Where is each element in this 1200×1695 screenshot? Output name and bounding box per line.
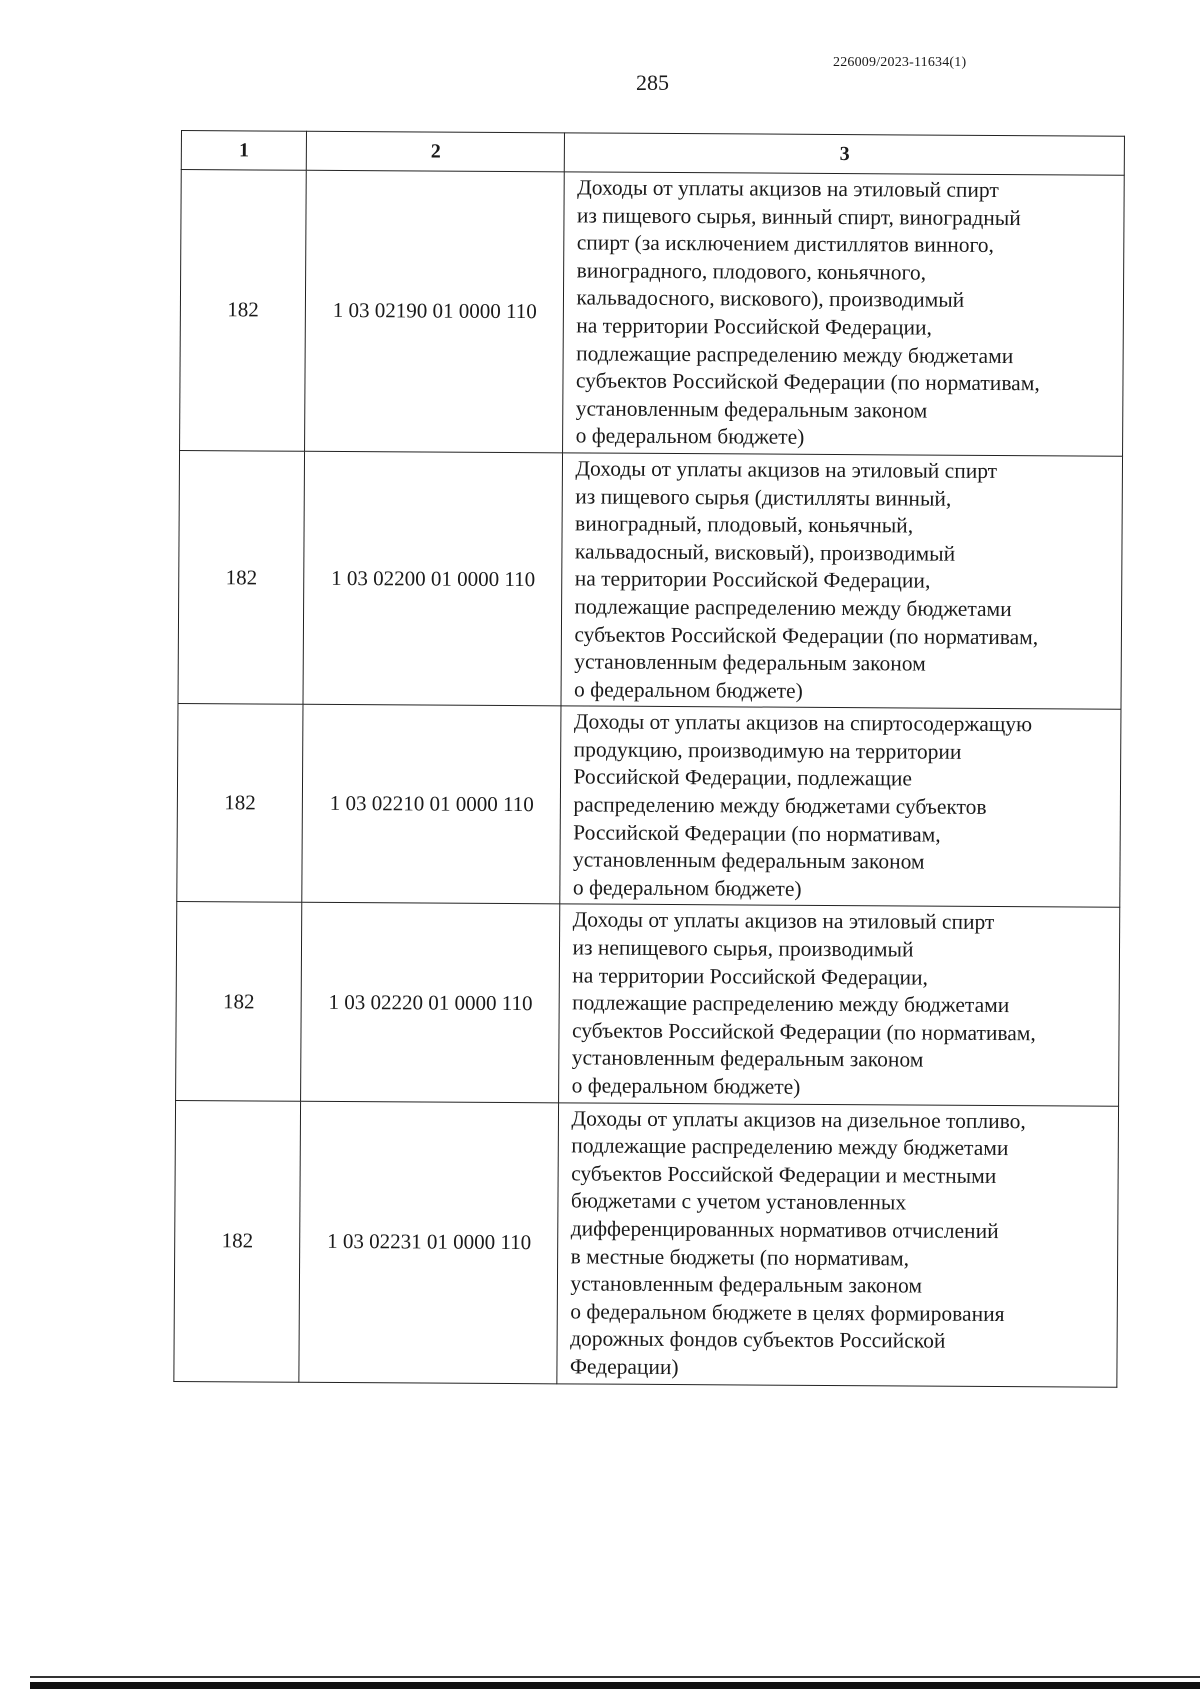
description-line: о федеральном бюджете) <box>571 1073 801 1099</box>
description-line: о федеральном бюджете) <box>572 875 802 901</box>
admin-code-cell: 182 <box>178 450 305 704</box>
description-cell <box>563 172 1124 456</box>
description-line: Доходы от уплаты акцизов на этиловый спирт <box>577 175 999 202</box>
admin-code-cell: 182 <box>176 902 303 1101</box>
description-cell <box>557 1102 1118 1386</box>
description-line: Федерации) <box>569 1354 679 1380</box>
description-line: субъектов Российской Федерации (по нормативам, <box>571 1018 1036 1046</box>
table-row <box>174 1100 1119 1387</box>
description-line: дорожных фондов субъектов Российской <box>570 1326 946 1354</box>
description-line: о федеральном бюджете) <box>574 677 803 703</box>
table-row <box>176 902 1120 1106</box>
description-line: установленным федеральным законом <box>575 396 928 423</box>
description-line: из пищевого сырья (дистилляты винный, <box>575 483 952 511</box>
description-line: Российской Федерации (по нормативам, <box>573 820 941 847</box>
description-line: распределению между бюджетами субъектов <box>573 792 987 819</box>
table-header-row <box>181 131 1124 176</box>
column-header-2: 2 <box>307 131 565 172</box>
description-line: подлежащие распределению между бюджетами <box>572 990 1010 1018</box>
description-line: Доходы от уплаты акцизов на дизельное топливо, <box>571 1105 1026 1133</box>
budget-code-cell: 1 03 02200 01 0000 110 <box>303 451 563 706</box>
description-line: виноградный, плодовый, коньячный, <box>575 511 914 538</box>
description-line: установленным федеральным законом <box>570 1271 923 1298</box>
description-cell <box>559 904 1120 1106</box>
description-line: субъектов Российской Федерации (по нормативам, <box>574 621 1039 649</box>
description-line: из пищевого сырья, винный спирт, виноградный <box>576 203 1021 230</box>
description-line: о федеральном бюджете) <box>575 423 805 450</box>
scan-edge-line <box>30 1676 1200 1678</box>
description-line: Доходы от уплаты акцизов на спиртосодержащую <box>573 709 1033 737</box>
description-line: спирт (за исключением дистиллятов винного, <box>576 230 995 258</box>
description-line: кальвадосный, висковый), производимый <box>574 539 956 566</box>
description-line: установленным федеральным законом <box>572 847 925 874</box>
description-line: Российской Федерации, подлежащие <box>573 764 913 791</box>
description-line: бюджетами с учетом установленных <box>570 1188 907 1215</box>
description-line: подлежащие распределению между бюджетами <box>574 594 1012 621</box>
budget-code-cell: 1 03 02231 01 0000 110 <box>299 1101 559 1384</box>
page-number: 285 <box>636 70 669 95</box>
table-body <box>174 170 1124 1387</box>
table-row <box>177 704 1121 908</box>
description-line: кальвадосного, вискового), производимый <box>576 285 965 313</box>
description-line: субъектов Российской Федерации (по нормативам, <box>575 368 1040 396</box>
column-header-3: 3 <box>565 133 1125 175</box>
admin-code-cell: 182 <box>177 704 304 903</box>
description-line: на территории Российской Федерации, <box>574 566 931 593</box>
table-row <box>178 450 1123 709</box>
description-line: подлежащие распределению между бюджетами <box>571 1133 1009 1161</box>
description-line: на территории Российской Федерации, <box>572 963 929 990</box>
admin-code-cell: 182 <box>180 170 307 452</box>
budget-codes-table <box>173 130 1125 1387</box>
description-line: о федеральном бюджете в целях формирования <box>570 1299 1005 1326</box>
budget-code-cell: 1 03 02210 01 0000 110 <box>302 705 561 905</box>
description-line: продукцию, производимую на территории <box>573 737 962 764</box>
budget-code-cell: 1 03 02220 01 0000 110 <box>301 903 560 1103</box>
description-line: в местные бюджеты (по нормативам, <box>570 1243 910 1271</box>
description-line: установленным федеральным законом <box>574 649 926 676</box>
description-line: из непищевого сырья, производимый <box>572 935 914 962</box>
description-line: подлежащие распределению между бюджетами <box>576 340 1014 368</box>
description-line: установленным федеральным законом <box>571 1045 924 1072</box>
description-line: дифференцированных нормативов отчислений <box>570 1216 999 1243</box>
scan-edge-bar <box>30 1682 1200 1689</box>
document-id: 226009/2023-11634(1) <box>833 55 967 70</box>
admin-code-cell: 182 <box>174 1100 301 1382</box>
description-line: Доходы от уплаты акцизов на этиловый спирт <box>572 907 995 935</box>
description-cell <box>560 706 1121 908</box>
description-line: субъектов Российской Федерации и местными <box>571 1161 997 1188</box>
description-line: Доходы от уплаты акцизов на этиловый спирт <box>575 456 998 483</box>
description-line: на территории Российской Федерации, <box>576 313 932 340</box>
budget-code-cell: 1 03 02190 01 0000 110 <box>305 170 565 453</box>
description-line: виноградного, плодового, коньячного, <box>576 258 927 285</box>
column-header-1: 1 <box>181 131 307 171</box>
description-cell <box>561 453 1122 710</box>
table-row <box>180 170 1125 457</box>
